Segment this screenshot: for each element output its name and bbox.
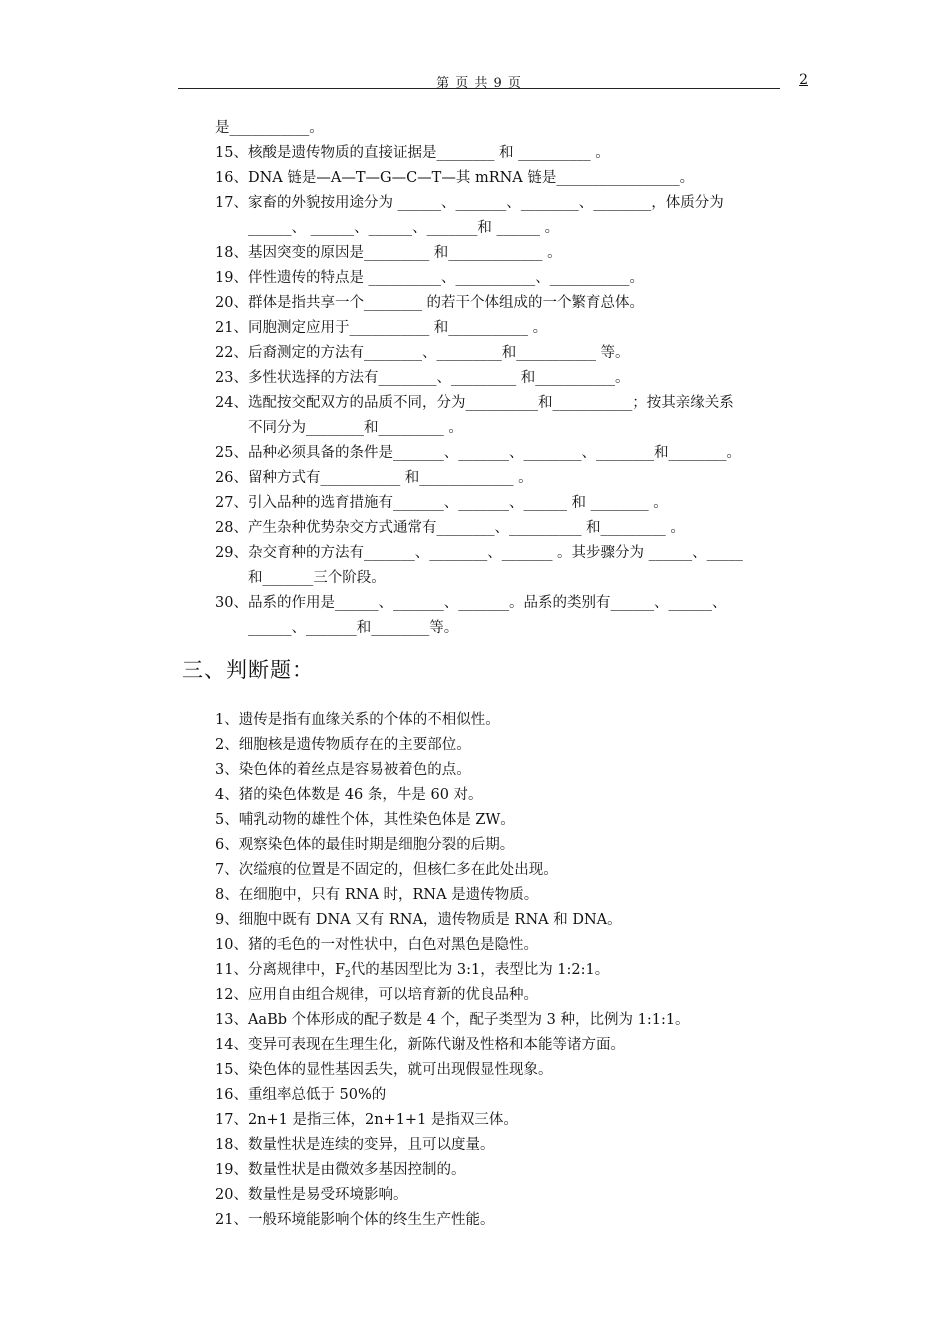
fill-question-16: 16、DNA 链是—A—T—G—C—T—其 mRNA 链是_________________。: [215, 170, 695, 186]
judge-item-9: 9、细胞中既有 DNA 又有 RNA，遗传物质是 RNA 和 DNA。: [215, 912, 622, 928]
judge-item-17: 17、2n+1 是指三体，2n+1+1 是指双三体。: [215, 1112, 518, 1128]
fill-question-15: 15、核酸是遗传物质的直接证据是________ 和 __________ 。: [215, 145, 610, 161]
judge-item-14: 14、变异可表现在生理生化，新陈代谢及性格和本能等诸方面。: [215, 1037, 625, 1053]
fill-question-30-cont: ______、_______和________等。: [248, 620, 459, 636]
fill-question-19: 19、伴性遗传的特点是 __________、___________、___________。: [215, 270, 645, 286]
judge-item-11-subscript: 2: [345, 970, 351, 980]
judge-item-1: 1、遗传是指有血缘关系的个体的不相似性。: [215, 712, 500, 728]
judge-item-3: 3、染色体的着丝点是容易被着色的点。: [215, 762, 471, 778]
judge-item-12: 12、应用自由组合规律，可以培育新的优良品种。: [215, 987, 538, 1003]
fill-question-23: 23、多性状选择的方法有________、_________ 和___________。: [215, 370, 630, 386]
fill-question-25: 25、品种必须具备的条件是_______、_______、________、________和________。: [215, 445, 741, 461]
judge-item-10: 10、猪的毛色的一对性状中，白色对黑色是隐性。: [215, 937, 538, 953]
fill-question-29-cont: 和_______三个阶段。: [248, 570, 386, 586]
fill-question-26: 26、留种方式有___________ 和_____________ 。: [215, 470, 533, 486]
judge-item-2: 2、细胞核是遗传物质存在的主要部位。: [215, 737, 471, 753]
judge-item-18: 18、数量性状是连续的变异，且可以度量。: [215, 1137, 495, 1153]
page-header-text: 第 页 共 9 页: [436, 76, 522, 91]
fill-question-20: 20、群体是指共享一个________ 的若干个体组成的一个繁育总体。: [215, 295, 645, 311]
judge-item-21: 21、一般环境能影响个体的终生生产性能。: [215, 1212, 495, 1228]
fill-question-29: 29、杂交育种的方法有_______、________、_______ 。其步骤分为 ______、_____: [215, 545, 743, 561]
fill-line-continuation: 是___________。: [215, 120, 324, 136]
judge-item-4: 4、猪的染色体数是 46 条，牛是 60 对。: [215, 787, 483, 803]
fill-question-28: 28、产生杂种优势杂交方式通常有________、__________ 和_________ 。: [215, 520, 685, 536]
judge-item-11-lead: 11、分离规律中，F: [215, 962, 346, 978]
fill-question-30: 30、品系的作用是______、_______、_______。品系的类别有______、______、: [215, 595, 727, 611]
judge-item-16: 16、重组率总低于 50%的: [215, 1087, 387, 1103]
judge-item-7: 7、次缢痕的位置是不固定的，但核仁多在此处出现。: [215, 862, 558, 878]
judge-item-20: 20、数量性是易受环境影响。: [215, 1187, 408, 1203]
judge-item-13: 13、AaBb 个体形成的配子数是 4 个，配子类型为 3 种，比例为 1:1:1。: [215, 1012, 690, 1028]
fill-question-17-cont: ______、 ______、______、_______和 ______ 。: [248, 220, 560, 236]
judge-item-6: 6、观察染色体的最佳时期是细胞分裂的后期。: [215, 837, 515, 853]
section-title: 三、判断题：: [182, 658, 314, 682]
judge-item-15: 15、染色体的显性基因丢失，就可出现假显性现象。: [215, 1062, 553, 1078]
judge-item-11-rest: 代的基因型比为 3:1，表型比为 1:2:1。: [350, 962, 610, 978]
header-rule: [178, 88, 780, 89]
judge-item-19: 19、数量性状是由微效多基因控制的。: [215, 1162, 466, 1178]
page-number: 2: [799, 72, 808, 88]
judge-item-8: 8、在细胞中，只有 RNA 时，RNA 是遗传物质。: [215, 887, 539, 903]
fill-question-22: 22、后裔测定的方法有________、_________和___________ 等。: [215, 345, 630, 361]
fill-question-24: 24、选配按交配双方的品质不同，分为__________和___________；按其亲缘关系: [215, 395, 734, 411]
fill-question-17: 17、家畜的外貌按用途分为 ______、_______、________、________，体质分为: [215, 195, 724, 211]
fill-question-27: 27、引入品种的选育措施有_______、_______、______ 和 ________ 。: [215, 495, 668, 511]
judge-item-11: [215, 960, 609, 985]
fill-question-24-cont: 不同分为________和_________ 。: [248, 420, 463, 436]
fill-question-18: 18、基因突变的原因是_________ 和_____________ 。: [215, 245, 562, 261]
judge-item-5: 5、哺乳动物的雄性个体，其性染色体是 ZW。: [215, 812, 515, 828]
fill-question-21: 21、同胞测定应用于___________ 和___________ 。: [215, 320, 548, 336]
